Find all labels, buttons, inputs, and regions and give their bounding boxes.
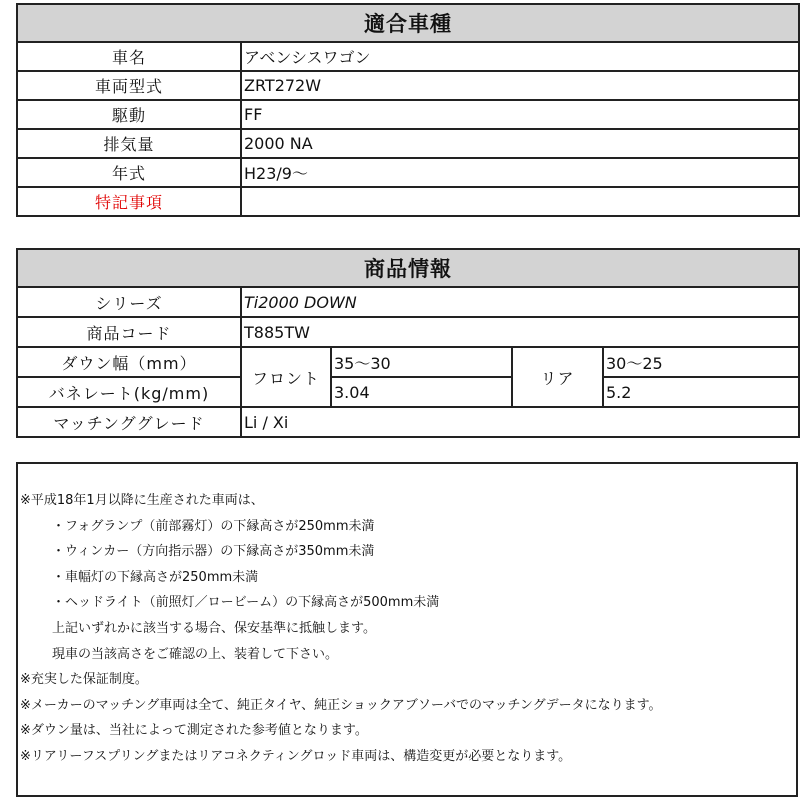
product-code-value: T885TW <box>241 317 799 347</box>
vehicle-compat-table <box>16 3 800 217</box>
rear-label: リア <box>512 347 603 407</box>
displacement-label: 排気量 <box>17 129 241 158</box>
note-line: ・ヘッドライト（前照灯／ロービーム）の下縁高さが500mm未満 <box>52 595 440 611</box>
table-row <box>17 158 799 187</box>
note-line: ・車幅灯の下縁高さが250mm未満 <box>52 569 259 585</box>
table-row <box>17 317 799 347</box>
down-amount-label: ダウン幅（mm） <box>17 347 241 377</box>
note-line: ※平成18年1月以降に生産された車両は、 <box>20 493 264 508</box>
spring-rate-label: バネレート(kg/mm) <box>17 377 241 407</box>
note-line: 現車の当該高さをご確認の上、装着して下さい。 <box>52 646 339 662</box>
table-row <box>17 347 799 377</box>
notes-box <box>16 462 798 797</box>
table-row <box>17 287 799 317</box>
series-label: シリーズ <box>17 287 241 317</box>
product-table-title: 商品情報 <box>17 249 799 287</box>
note-line: ※リアリーフスプリングまたはリアコネクティングロッド車両は、構造変更が必要となります。 <box>20 748 572 764</box>
model-code-value: ZRT272W <box>241 71 799 100</box>
vehicle-name-value: アベンシスワゴン <box>241 42 799 71</box>
note-line: ・ウィンカー（方向指示器）の下縁高さが350mm未満 <box>52 544 375 560</box>
table-row <box>17 71 799 100</box>
drive-value: FF <box>241 100 799 129</box>
model-code-label: 車両型式 <box>17 71 241 100</box>
front-rate-value: 3.04 <box>331 377 512 407</box>
matching-grade-value: Li / Xi <box>241 407 799 437</box>
table-row <box>17 407 799 437</box>
drive-label: 駆動 <box>17 100 241 129</box>
note-line: ・フォグランプ（前部霧灯）の下縁高さが250mm未満 <box>52 518 375 534</box>
front-label: フロント <box>241 347 331 407</box>
note-line: ※メーカーのマッチング車両は全て、純正タイヤ、純正ショックアブソーバでのマッチングデータになります。 <box>20 697 662 713</box>
product-code-label: 商品コード <box>17 317 241 347</box>
series-value: Ti2000 DOWN <box>241 287 799 317</box>
rear-rate-value: 5.2 <box>603 377 799 407</box>
special-notes-label: 特記事項 <box>17 187 241 216</box>
displacement-value: 2000 NA <box>241 129 799 158</box>
note-line: ※ダウン量は、当社によって測定された参考値となります。 <box>20 723 368 739</box>
year-value: H23/9～ <box>241 158 799 187</box>
table-row <box>17 100 799 129</box>
matching-grade-label: マッチンググレード <box>17 407 241 437</box>
note-line: ※充実した保証制度。 <box>20 672 148 688</box>
vehicle-table-title: 適合車種 <box>17 4 799 42</box>
table-row <box>17 377 799 407</box>
rear-down-value: 30～25 <box>603 347 799 377</box>
front-down-value: 35～30 <box>331 347 512 377</box>
table-row <box>17 129 799 158</box>
note-line: 上記いずれかに該当する場合、保安基準に抵触します。 <box>52 620 376 636</box>
table-row <box>17 187 799 216</box>
table-row <box>17 42 799 71</box>
product-info-table <box>16 248 800 438</box>
special-notes-value <box>241 187 799 216</box>
year-label: 年式 <box>17 158 241 187</box>
vehicle-name-label: 車名 <box>17 42 241 71</box>
